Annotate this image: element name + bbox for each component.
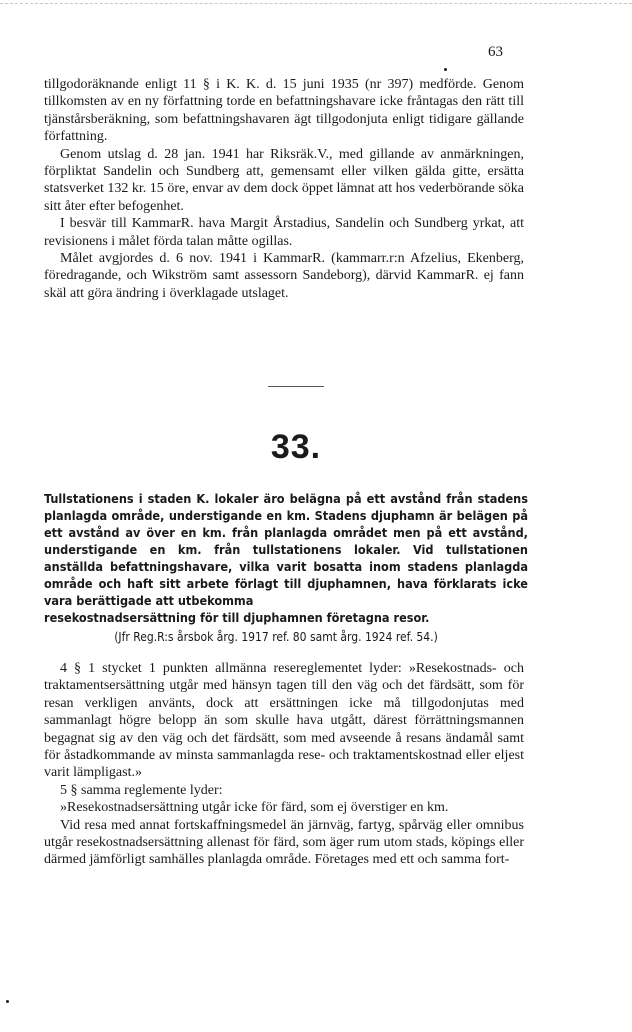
scan-speck xyxy=(444,68,447,71)
paragraph: Genom utslag d. 28 jan. 1941 har Riksräk.V., med gillande av anmärkningen, förpliktat Sandelin och Sundberg att, gemensamt eller vilken gälda gitte, ersätta statsverket 132 kr. 15 öre, envar av dem dock öppet lämnat att hos vederbörande söka sitt åter efter befogenhet. xyxy=(44,146,524,214)
headnote: Tullstationens i staden K. lokaler äro belägna på ett avstånd från stadens planlagda område, understigande en km. Stadens djuphamn är belägen på ett avstånd av över en km. från planlagda området men på ett avstånd, understigande en km. från tullstationens lokaler. Vid tullstationen anställda befattningshavare, vilka varit bosatta inom stadens planlagda område och haft sitt arbete förlagt till djuphamnen, hava förklarats icke vara berättigade att utbekomma xyxy=(44,491,528,608)
section-divider xyxy=(268,386,324,387)
scan-speck xyxy=(6,1000,9,1003)
paragraph: »Resekostnadsersättning utgår icke för färd, som ej överstiger en km. xyxy=(60,800,449,816)
paragraph: tillgodoräknande enligt 11 § i K. K. d. 15 juni 1935 (nr 397) medförde. Genom tillkomsten av en ny författning torde en befattningshavare icke fråntagas den rätt till tjänstårsberäkning, som befattningshavaren ägt tillgodonjuta enligt tidigare gällande författning. xyxy=(44,77,524,145)
case-reference: (Jfr Reg.R:s årsbok årg. 1917 ref. 80 samt årg. 1924 ref. 54.) xyxy=(114,630,438,644)
top-section xyxy=(44,76,524,302)
paragraph: 5 § samma reglemente lyder: xyxy=(60,782,223,798)
bottom-section xyxy=(44,660,524,869)
page-number: 63 xyxy=(488,44,503,60)
case-summary xyxy=(44,490,528,644)
paragraph: Vid resa med annat fortskaffningsmedel än järnväg, fartyg, spårväg eller omnibus utgår resekostnadsersättning allenast för färd, som äger rum utom stads, köpings eller därmed jämförligt samhälles planlagda område. Företages med ett och samma fort- xyxy=(44,817,524,868)
case-number: 33. xyxy=(270,428,322,466)
headnote-last-line: resekostnadsersättning för till djuphamnen företagna resor. xyxy=(44,610,430,625)
scan-top-edge xyxy=(0,3,632,4)
paragraph: Målet avgjordes d. 6 nov. 1941 i KammarR. (kammarr.r:n Afzelius, Ekenberg, föredragande, och Wikström samt assessorn Sandeborg), därvid KammarR. ej fann skäl att göra ändring i överklagade utslaget. xyxy=(44,251,524,301)
paragraph: I besvär till KammarR. hava Margit Årstadius, Sandelin och Sundberg yrkat, att revisionens i målet förda talan måtte ogillas. xyxy=(44,216,524,249)
paragraph: 4 § 1 stycket 1 punkten allmänna resereglementet lyder: »Resekostnads- och traktamentsersättning utgår med hänsyn tagen till den väg och det färdsätt, som för resan verkligen använts, dock att ersättningen icke må tillgodonjutas med sammanlagt högre belopp än som skulle hava utgått, därest förrättningsmannen begagnat sig av den väg och det färdsätt, som med avseende å resans ändamål samt för åstadkommande av minsta sammanlagda rese- och traktamentskostnad eller eljest varit lämpligast.» xyxy=(44,661,524,781)
